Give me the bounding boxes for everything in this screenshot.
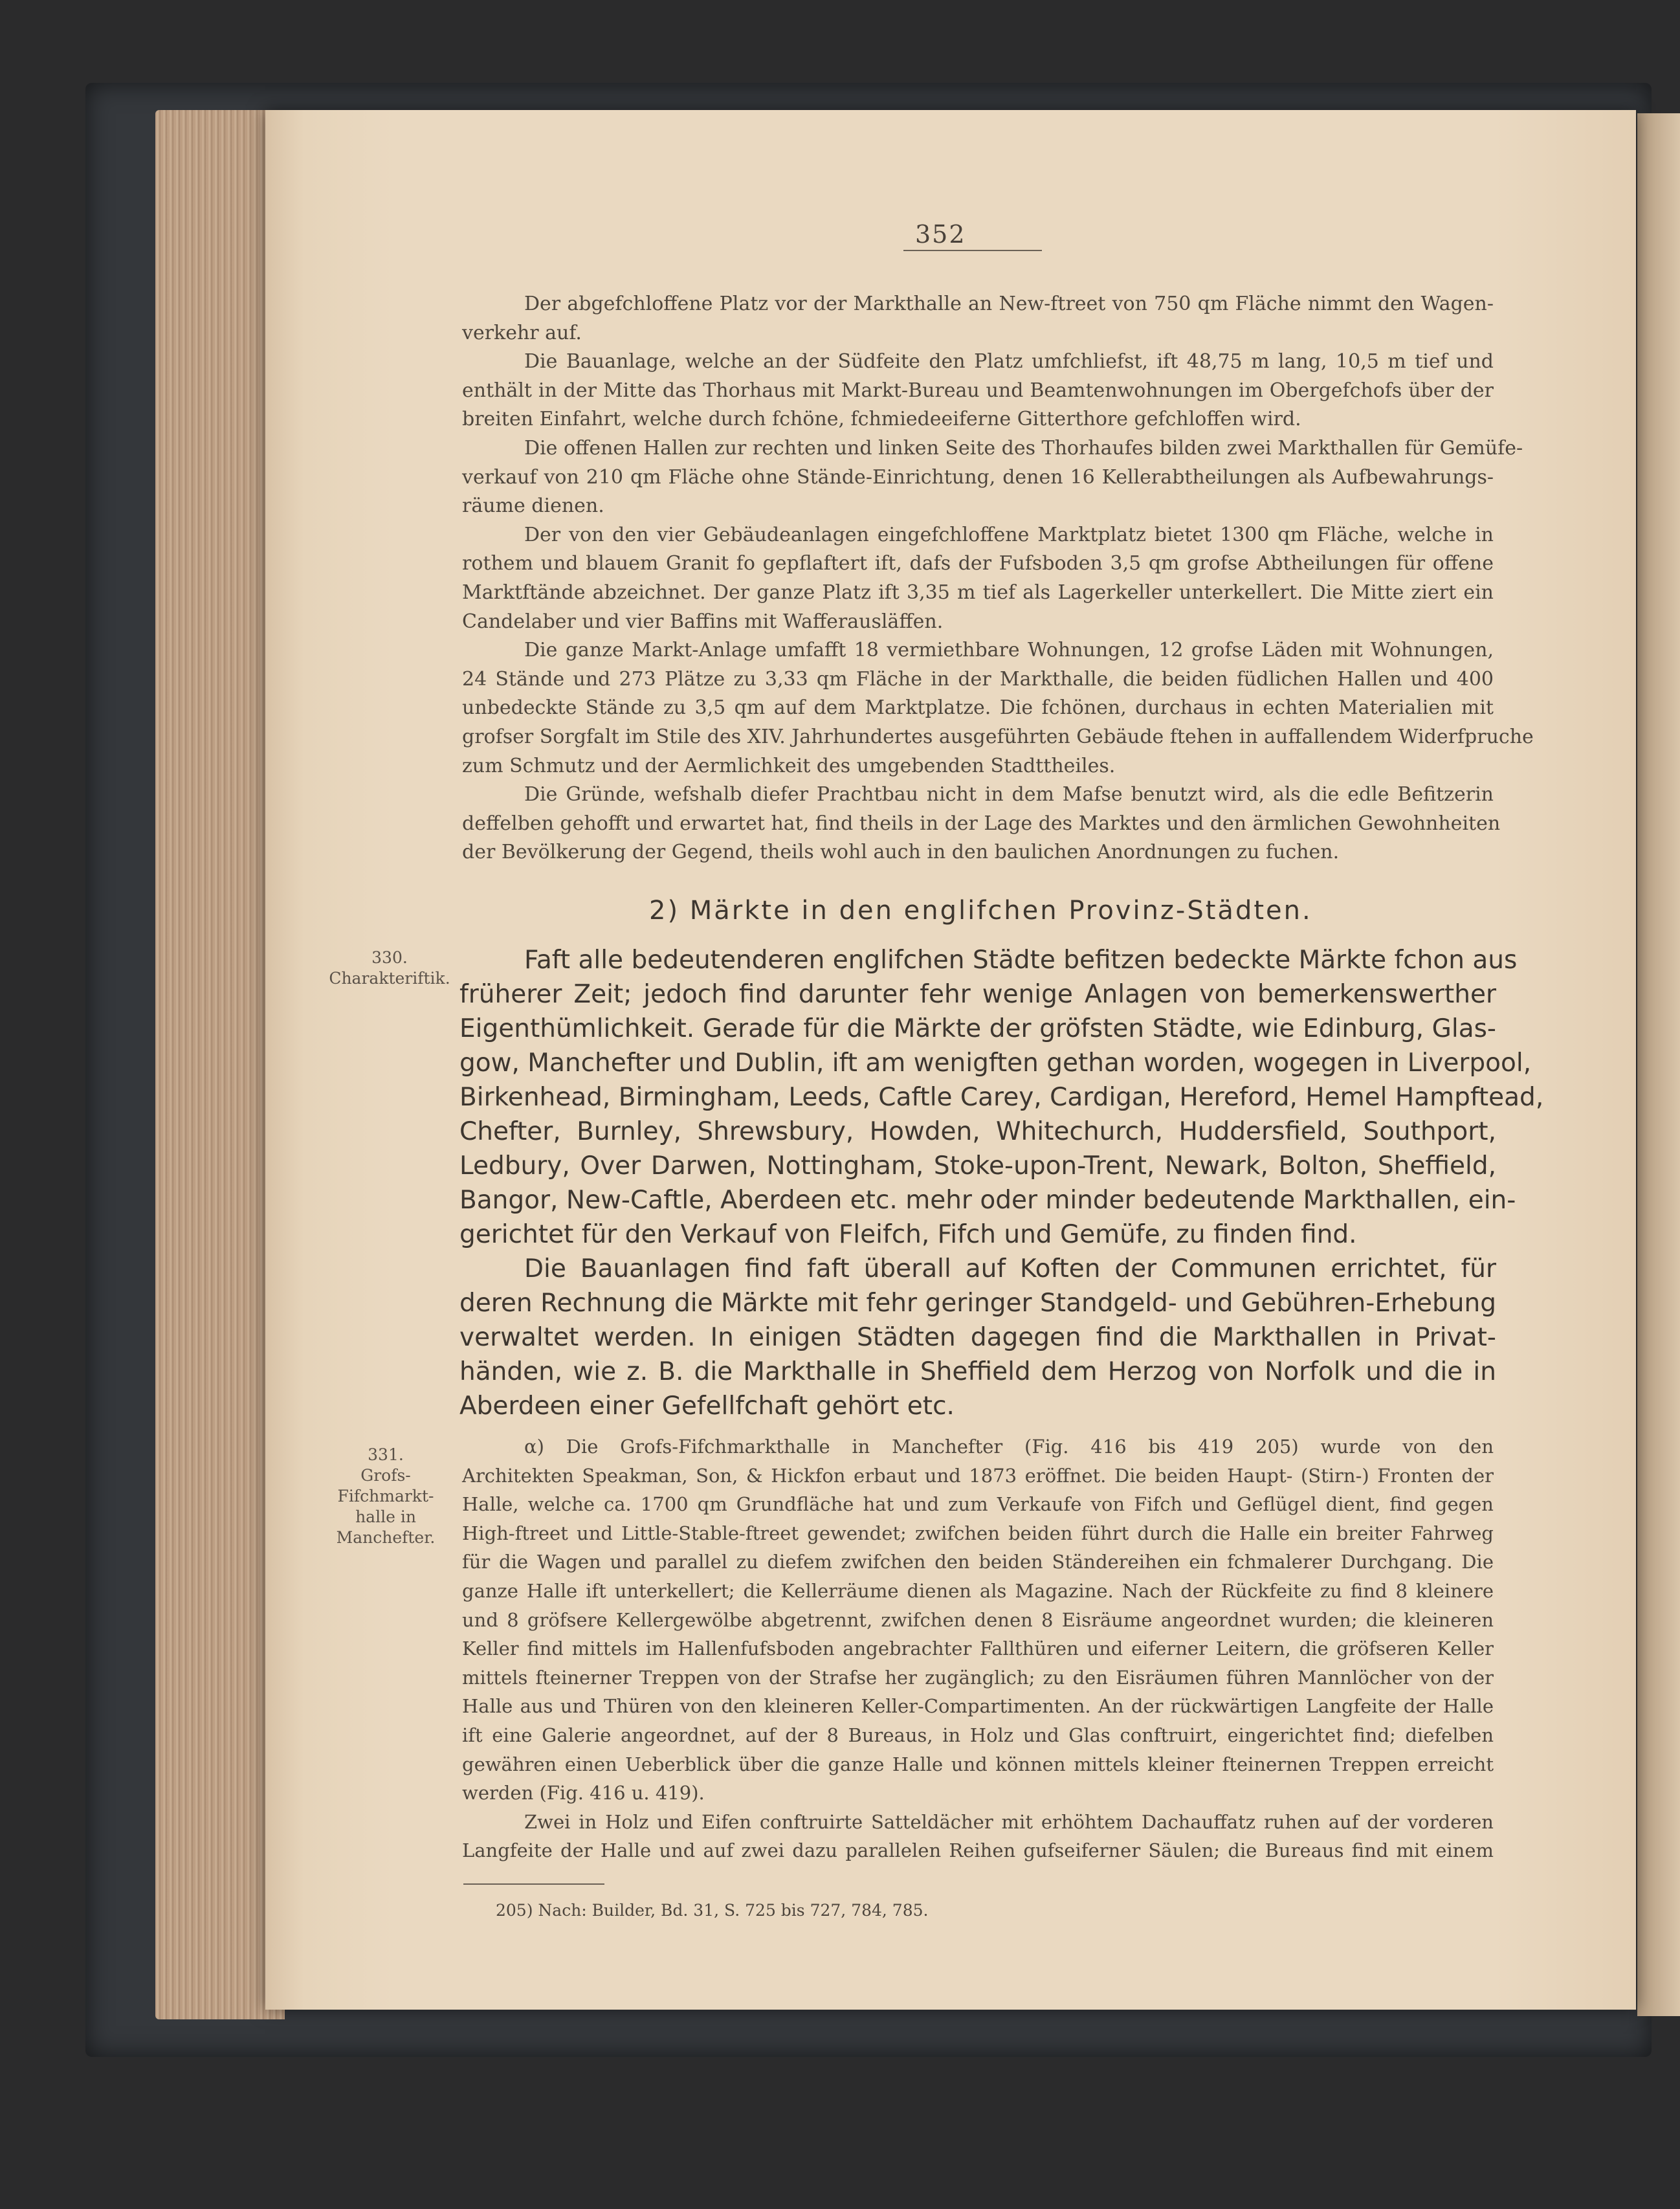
text-line: grofser Sorgfalt im Stile des XIV. Jahrhundertes ausgeführten Gebäude ftehen in auffallendem Widerfpruche bbox=[462, 726, 1534, 748]
text-line: Halle aus und Thüren von den kleineren Keller-Compartimenten. An der rückwärtigen Langfeite der Halle bbox=[462, 1695, 1494, 1718]
text-line: Faft alle bedeutenderen englifchen Städte befitzen bedeckte Märkte fchon aus bbox=[524, 946, 1518, 975]
text-line: gerichtet für den Verkauf von Fleifch, Fifch und Gemüfe, zu finden find. bbox=[459, 1220, 1357, 1249]
text-line: Die Bauanlage, welche an der Südfeite den Platz umfchliefst, ift 48,75 m lang, 10,5 m tief und bbox=[524, 350, 1494, 373]
footnote: 205) Nach: Builder, Bd. 31, S. 725 bis 727, 784, 785. bbox=[496, 1901, 929, 1920]
text-line: mittels fteinerner Treppen von der Strafse her zugänglich; zu den Eisräumen führen Mannlöcher von der bbox=[462, 1666, 1494, 1689]
text-line: Birkenhead, Birmingham, Leeds, Caftle Carey, Cardigan, Hereford, Hemel Hampftead, bbox=[459, 1083, 1544, 1112]
text-line: deren Rechnung die Märkte mit fehr geringer Standgeld- und Gebühren-Erhebung bbox=[459, 1289, 1496, 1318]
text-line: früherer Zeit; jedoch find darunter fehr wenige Anlagen von bemerkenswerther bbox=[459, 980, 1496, 1009]
margin-note-label: Grofs- bbox=[360, 1466, 411, 1485]
text-line: verkehr auf. bbox=[462, 321, 582, 344]
page-number: 352 bbox=[915, 220, 966, 249]
text-line: Candelaber und vier Baffins mit Wafferausläffen. bbox=[462, 610, 944, 633]
text-line: Chefter, Burnley, Shrewsbury, Howden, Whitechurch, Huddersfield, Southport, bbox=[459, 1117, 1496, 1146]
text-line: Der abgefchloffene Platz vor der Markthalle an New-ftreet von 750 qm Fläche nimmt den Wagen- bbox=[524, 293, 1494, 315]
text-line: händen, wie z. B. die Markthalle in Sheffield dem Herzog von Norfolk und die in bbox=[459, 1357, 1496, 1386]
text-line: Aberdeen einer Gefellfchaft gehört etc. bbox=[459, 1392, 955, 1421]
text-line: α) Die Grofs-Fifchmarkthalle in Manchefter (Fig. 416 bis 419 205) wurde von den bbox=[524, 1436, 1494, 1458]
text-line: gow, Manchefter und Dublin, ift am wenigften gethan worden, wogegen in Liverpool, bbox=[459, 1049, 1532, 1078]
footnote-rule bbox=[463, 1883, 604, 1885]
text-line: werden (Fig. 416 u. 419). bbox=[462, 1782, 705, 1804]
text-line: Keller find mittels im Hallenfufsboden angebrachter Fallthüren und eiferner Leitern, die gröfseren Keller bbox=[462, 1637, 1494, 1660]
text-line: unbedeckte Stände zu 3,5 qm auf dem Marktplatze. Die fchönen, durchaus in echten Materialien mit bbox=[462, 696, 1494, 720]
margin-note-label: Manchefter. bbox=[336, 1528, 436, 1547]
facing-page-edge bbox=[1637, 113, 1680, 2016]
page-number-rule bbox=[903, 250, 1042, 251]
text-line: rothem und blauem Granit fo gepflaftert ift, dafs der Fufsboden 3,5 qm grofse Abtheilungen für offene bbox=[462, 552, 1494, 575]
margin-note-label: Fifchmarkt- bbox=[337, 1487, 434, 1505]
section-heading: 2) Märkte in den englifchen Provinz-Städten. bbox=[649, 896, 1312, 926]
margin-note-number: 331. bbox=[368, 1445, 404, 1464]
text-line: Bangor, New-Caftle, Aberdeen etc. mehr oder minder bedeutende Markthallen, ein- bbox=[459, 1186, 1516, 1215]
text-line: Marktftände abzeichnet. Der ganze Platz ift 3,35 m tief als Lagerkeller unterkellert. Die Mitte ziert ein bbox=[462, 581, 1494, 604]
text-line: verwaltet werden. In einigen Städten dagegen find die Markthallen in Privat- bbox=[459, 1323, 1496, 1352]
text-line: räume dienen. bbox=[462, 494, 604, 518]
text-line: gewähren einen Ueberblick über die ganze Halle und können mittels kleiner fteinernen Treppen erreicht bbox=[462, 1753, 1494, 1775]
text-line: und 8 gröfsere Kellergewölbe abgetrennt, zwifchen denen 8 Eisräume angeordnet wurden; die kleineren bbox=[462, 1608, 1494, 1631]
text-line: Architekten Speakman, Son, & Hickfon erbaut und 1873 eröffnet. Die beiden Haupt- (Stirn-) Fronten der bbox=[462, 1464, 1494, 1487]
text-line: Langfeite der Halle und auf zwei dazu parallelen Reihen gufseiferner Säulen; die Bureaus find mit einem bbox=[462, 1839, 1494, 1862]
text-line: 24 Stände und 273 Plätze zu 3,33 qm Fläche in der Markthalle, die beiden füdlichen Hallen und 400 bbox=[462, 667, 1494, 691]
text-line: ganze Halle ift unterkellert; die Kellerräume dienen als Magazine. Nach der Rückfeite zu find 8 kleinere bbox=[462, 1580, 1494, 1602]
text-line: Die Gründe, wefshalb diefer Prachtbau nicht in dem Mafse benutzt wird, als die edle Befitzerin bbox=[524, 783, 1494, 806]
text-line: Ledbury, Over Darwen, Nottingham, Stoke-upon-Trent, Newark, Bolton, Sheffield, bbox=[459, 1151, 1496, 1181]
text-line: Zwei in Holz und Eifen conftruirte Satteldächer mit erhöhtem Dachauffatz ruhen auf der vorderen bbox=[524, 1810, 1494, 1833]
margin-note-label: halle in bbox=[355, 1507, 416, 1526]
text-line: breiten Einfahrt, welche durch fchöne, fchmiedeeiferne Gitterthore gefchloffen wird. bbox=[462, 408, 1301, 431]
text-line: Eigenthümlichkeit. Gerade für die Märkte der gröfsten Städte, wie Edinburg, Glas- bbox=[459, 1014, 1496, 1043]
margin-note-label: Charakteriftik. bbox=[329, 969, 450, 988]
text-line: Halle, welche ca. 1700 qm Grundfläche hat und zum Verkaufe von Fifch und Geflügel dient, find gegen bbox=[462, 1493, 1494, 1516]
text-line: der Bevölkerung der Gegend, theils wohl auch in den baulichen Anordnungen zu fuchen. bbox=[462, 841, 1340, 864]
text-line: Die offenen Hallen zur rechten und linken Seite des Thorhaufes bilden zwei Markthallen für Gemüfe- bbox=[524, 437, 1523, 460]
margin-note-331 bbox=[321, 1445, 450, 1548]
margin-note-330 bbox=[318, 948, 461, 989]
text-line: High-ftreet und Little-Stable-ftreet gewendet; zwifchen beiden führt durch die Halle ein breiter Fahrweg bbox=[462, 1522, 1494, 1544]
margin-note-number: 330. bbox=[371, 948, 408, 967]
text-line: ift eine Galerie angeordnet, auf der 8 Bureaus, in Holz und Glas conftruirt, eingerichtet find; diefelben bbox=[462, 1724, 1494, 1746]
text-line: zum Schmutz und der Aermlichkeit des umgebenden Stadttheiles. bbox=[462, 754, 1116, 777]
text-line: für die Wagen und parallel zu diefem zwifchen den beiden Ständereihen ein fchmalerer Durchgang. Die bbox=[462, 1551, 1494, 1573]
text-line: verkauf von 210 qm Fläche ohne Stände-Einrichtung, denen 16 Kellerabtheilungen als Aufbewahrungs- bbox=[462, 465, 1494, 489]
text-line: Die ganze Markt-Anlage umfafft 18 vermiethbare Wohnungen, 12 grofse Läden mit Wohnungen, bbox=[524, 639, 1494, 662]
text-line: deffelben gehofft und erwartet hat, find theils in der Lage des Marktes und den ärmlichen Gewohnheiten bbox=[462, 812, 1501, 835]
text-line: Der von den vier Gebäudeanlagen eingefchloffene Marktplatz bietet 1300 qm Fläche, welche in bbox=[524, 523, 1494, 546]
text-line: Die Bauanlagen find faft überall auf Koften der Communen errichtet, für bbox=[524, 1254, 1496, 1283]
text-line: enthält in der Mitte das Thorhaus mit Markt-Bureau und Beamtenwohnungen im Obergefchofs über der bbox=[462, 379, 1494, 402]
